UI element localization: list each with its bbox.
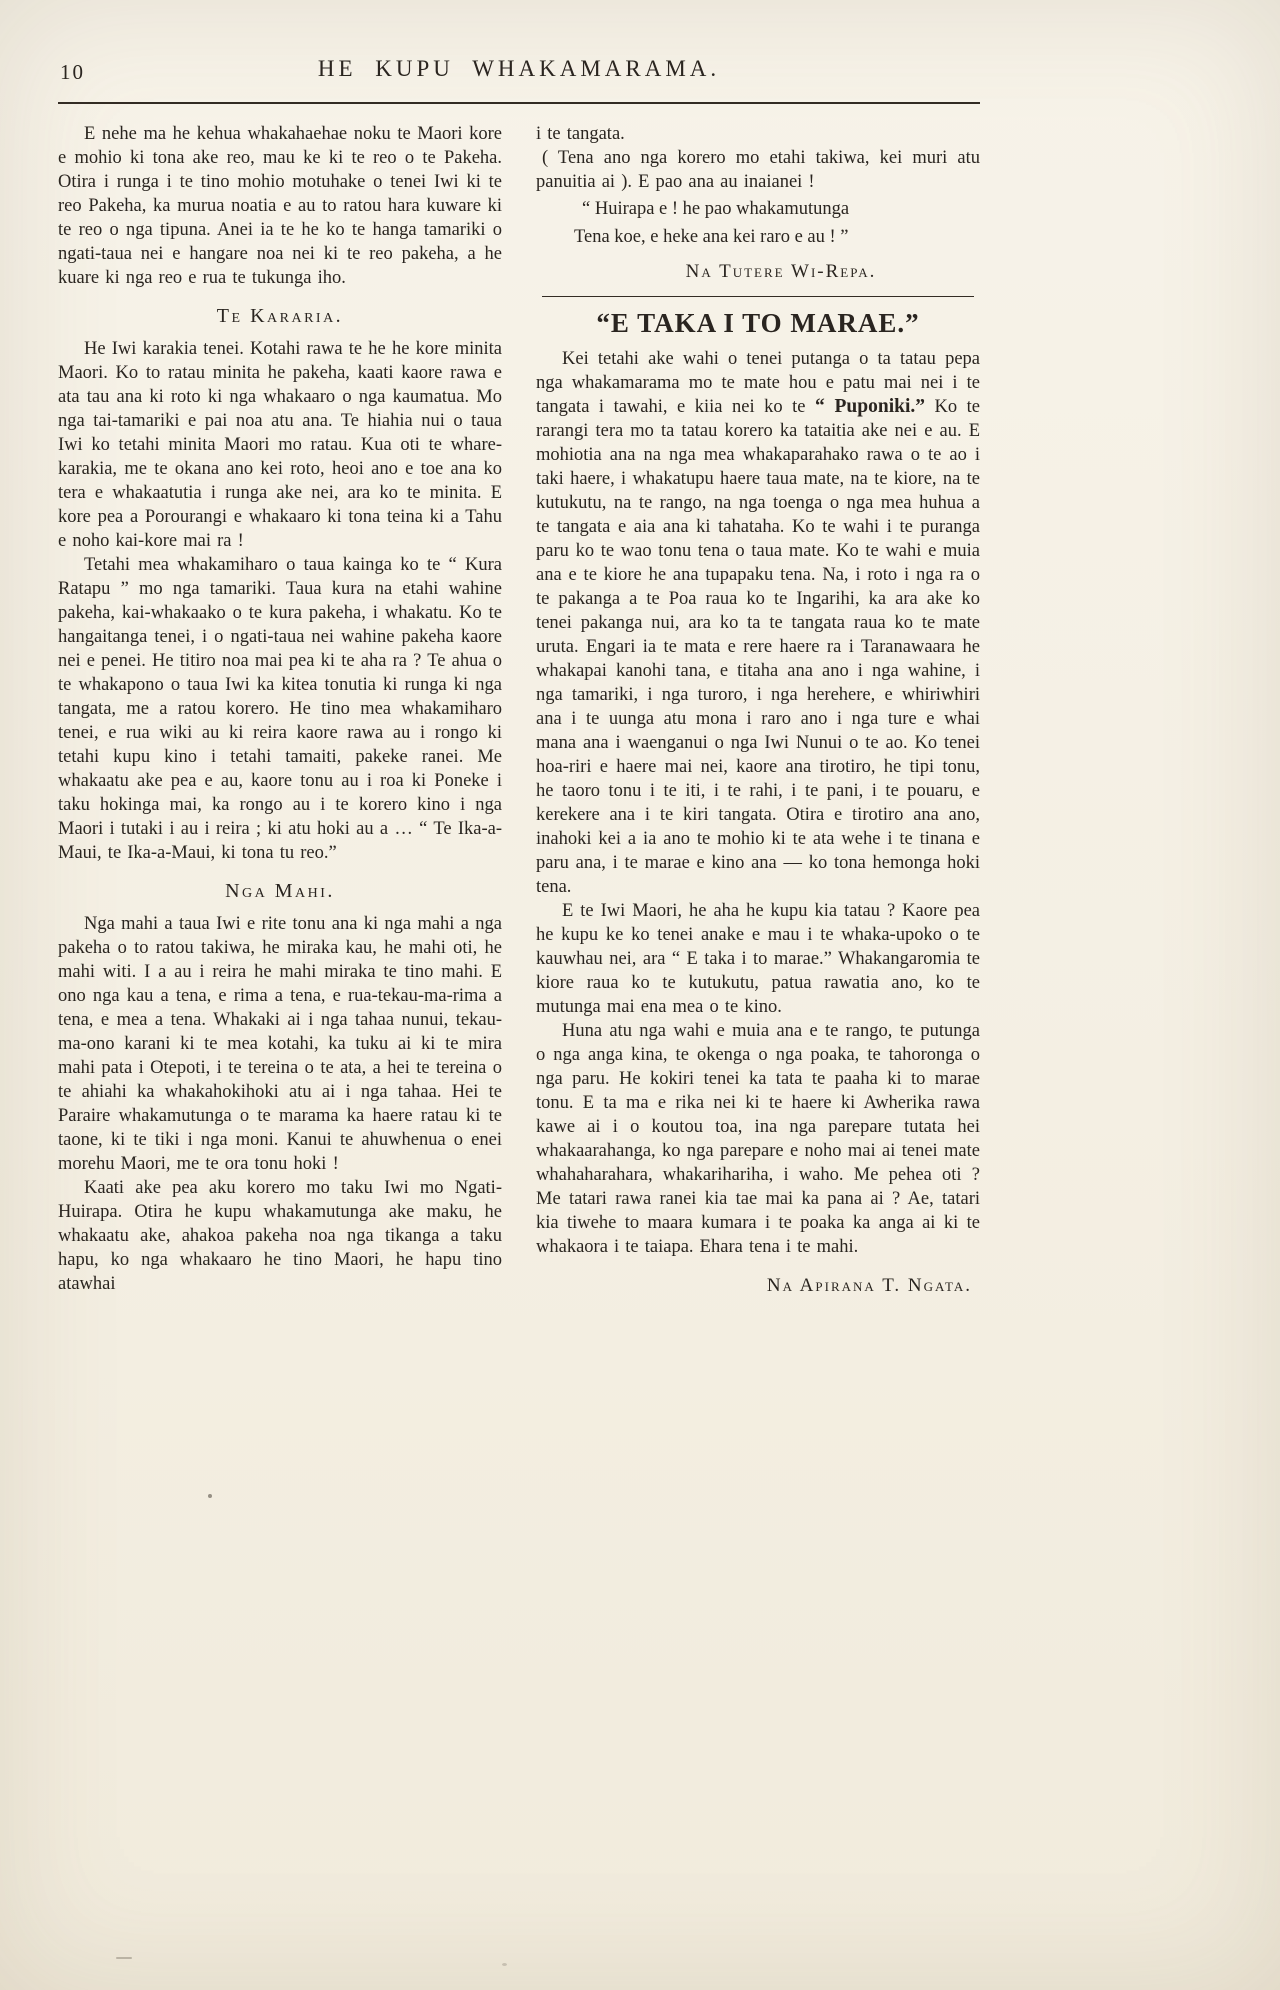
masthead-title: HE KUPU WHAKAMARAMA.: [317, 56, 721, 81]
article-divider-rule: [542, 296, 974, 297]
paragraph-continuation: i te tangata.: [536, 124, 625, 144]
right-column: [536, 122, 980, 1301]
paragraph-marae-2: E te Iwi Maori, he aha he kupu kia tatau ? Kaore pea he kupu ke ko tenei anake e mau i te whaka-upoko o te kauwhau nei, ara “ E taka i to marae.” Whakangaromia te kiore raua ko te kutukutu, patua rawatia ano, ko te mutunga mai ena mea o te kino.: [536, 901, 980, 1017]
pao-verse-line-1: “ Huirapa e ! he pao whakamutunga: [582, 199, 850, 219]
scan-speck: [116, 1957, 132, 1959]
scan-speck: [208, 1494, 212, 1498]
paragraph-mahi-1: Nga mahi a taua Iwi e rite tonu ana ki nga mahi a nga pakeha o to ratou takiwa, he miraka kau, he mahi oti, he mahi witi. I a au i reira he mahi miraka te tino mahi. E ono nga kau a tena, e rima a tena, e rua-tekau-ma-rima a tena, e mea a tena. Whakaki ai i nga tahaa nunui, tekau-ma-ono karani ki te mea kotahi, ka tuku ai ki te mira mahi pata i Otepoti, i te tereina o te ata, a hei te tereina o te ahiahi ka whakahokihoki atu ai i nga tahaa. Hei te Paraire whakamutunga o te marama ka haere ratau ki te taone, ki te tiki i nga moni. Kanui te ahuwhenua o enei morehu Maori, me te ora tonu hoki !: [58, 914, 502, 1174]
paragraph-marae-3: Huna atu nga wahi e muia ana e te rango, te putunga o nga anga kina, te okenga o nga poaka, te tahoronga o nga paru. He kokiri tenei ka tata te paaha ki to marae tonu. E ta ma e rika nei ki te haere ki Awherika rawa kawe ai i o koutou toa, ina nga parepare tutata hei whakaarahanga, ko nga parepare e noho mai ai tenei mate whahaharahara, whakarihariha, i waho. Me pehea oti ? Me tatari rawa ranei kia tae mai ka pana ai ? Ae, tatari kia tiwehe to maara kumara i te poaka ka anga ai ki te whakaora i te taiapa. Ehara tena i te mahi.: [536, 1021, 980, 1257]
scan-speck: [502, 1963, 507, 1966]
signature-apirana-ngata: Na Apirana T. Ngata.: [766, 1275, 972, 1296]
page-header: [58, 54, 980, 90]
section-heading-te-kararia: Te Kararia.: [216, 305, 344, 327]
puponiki-bold-term: “ Puponiki.”: [814, 396, 925, 417]
paragraph-marae-1: [536, 347, 980, 899]
paragraph-mahi-2: Kaati ake pea aku korero mo taku Iwi mo Ngati-Huirapa. Otira he kupu whakamutunga ake maku, he whakaatu ake, ahakoa pakeha noa nga tikanga a taku hapu, ko nga whakaaro he tino Maori, he hapu tino atawhai: [58, 1178, 502, 1294]
pao-verse-line-2: Tena koe, e heke ana kei raro e au ! ”: [574, 227, 849, 247]
article-heading-e-taka-i-to-marae: “E TAKA I TO MARAE.”: [596, 308, 920, 338]
page-number: 10: [60, 60, 85, 84]
paragraph-intro: E nehe ma he kehua whakahaehae noku te Maori kore e mohio ki tona ake reo, mau ke ki te reo o te Pakeha. Otira i runga i te tino mohio motuhake o tenei Iwi ki te reo Pakeha, ka murua noatia e au to ratou hara kuware ki te reo o nga tipuna. Anei ia te he ko te hanga tamariki o ngati-taua nei e hangare noa nei ki te reo pakeha, a he kuare ki nga reo e rua te tukunga iho.: [58, 124, 502, 288]
left-column: [58, 122, 502, 1301]
paragraph-kararia-2: Tetahi mea whakamiharo o taua kainga ko te “ Kura Ratapu ” mo nga tamariki. Taua kura na etahi wahine pakeha, kai-whakaako o te kura pakeha, i whakatu. Ko te hangaitanga tenei, i o ngati-taua nei wahine pakeha kaore nei e penei. He titiro noa mai pea ki te aha ra ? Te ahua o te whakapono o taua Iwi ka kitea tonutia ki runga ki nga tangata, me a ratou korero. He tino mea whakamiharo tenei, e rua wiki au ki reira kaore rawa au i rongo ki tetahi kupu kino i tetahi tamaiti, pakeke ranei. Me whakaatu ake pea e au, kaore tonu au i roa ki Poneke i taku hokinga mai, ka rongo au i te korero kino i nga Maori i tutaki i au i reira ; ki atu hoki au a … “ Te Ika-a-Maui, te Ika-a-Maui, ki tona tu reo.”: [58, 555, 502, 863]
paragraph-kararia-1: He Iwi karakia tenei. Kotahi rawa te he he kore minita Maori. Ko to ratau minita he pakeha, kaati kaore rawa e ata tau ana ki roto ki nga whakaaro o nga kaumatua. Mo nga tai-tamariki e pai noa atu ana. Te hiahia nui o taua Iwi ko tetahi minita Maori mo ratau. Kua oti te whare-karakia, me te okana ano kei roto, heoi ano e toe ana ko tera e whakaatutia i runga ake nei, ara ko te minita. E kore pea a Porourangi e whakaaro ki tona teina ki a Tahu e noho kai-kore mai ra !: [58, 339, 502, 551]
section-heading-nga-mahi: Nga Mahi.: [225, 880, 335, 902]
signature-tutere-wi-repa: Na Tutere Wi-Repa.: [685, 261, 877, 282]
article-columns: [58, 104, 980, 1301]
paragraph-marae-1-pre: Kei tetahi ake wahi o tenei putanga o ta tatau pepa nga whakamarama mo te mate hou e patu mai nei i te tangata i tawahi, e kiia nei ko te: [536, 349, 980, 417]
paragraph-marae-1-post: Ko te rarangi tera mo ta tatau korero ka tataitia ake nei e au. E mohiotia ana na nga mea whakaparahako rawa o te ao i taki haere, i whakatupu haere taua mate, na te kiore, na te kutukutu, na te rango, na nga toenga o nga mea huhua a te tangata e aia ana ki tahataha. Ko te wahi i te puranga paru ko te wao tonu tena o taua mate. Ko te wahi e muia ana e te kiore he ana tupapaku tena. Na, i roto i nga ra o te pakanga a te Poa raua ko te Ingarihi, ka ara ake ko tenei pakanga nui, ara ko ta te tangata raua ko te mate uruta. Engari ia te mata e rere haere ra i Taranawaara he whakapai kanohi tana, e titaha ana ano i nga wahine, i nga tamariki, i nga turoro, i nga herehere, e whiriwhiri ana i te uunga atu mona i raro ano i nga ture e whai mana ana i waenganui o nga Iwi Nunui o te ao. Ko tenei hoa-riri e haere mai nei, kaore ana tirotiro, he tipi tonu, he taoro tonu i te iti, i te rahi, i te pani, i te pouaru, e kerekere ana i te kiri tangata. Otira e tirotiro ana ano, inahoki kei a ia ano te mohio ki te ata wehe i te tinana e paru ana, i te marae e kino ana — ko tona hemonga hoki tena.: [536, 397, 980, 897]
paragraph-parenthetical: ( Tena ano nga korero mo etahi takiwa, kei muri atu panuitia ai ). E pao ana au inaianei !: [536, 148, 980, 192]
